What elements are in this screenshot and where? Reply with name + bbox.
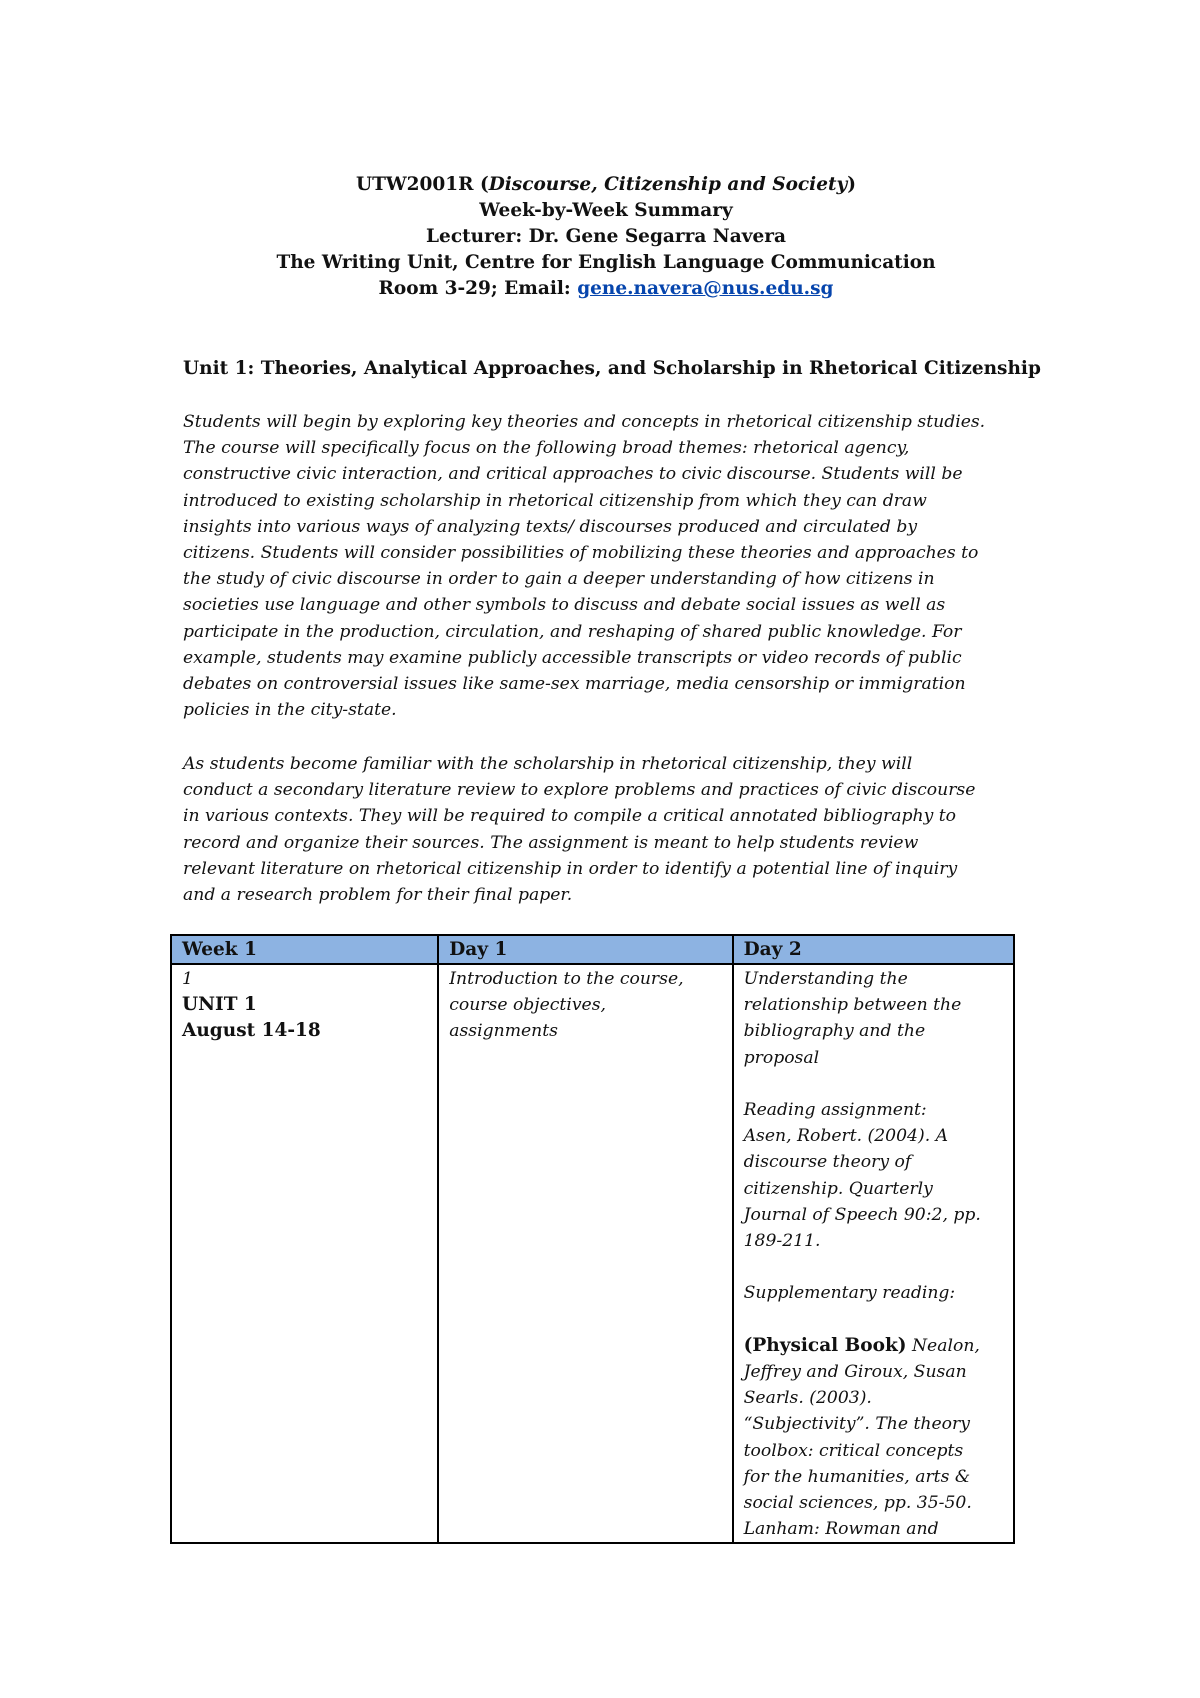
schedule-table (170, 934, 1015, 1544)
day1-cell (438, 964, 732, 1543)
text-line: Introduction to the course, (449, 969, 684, 989)
text-line: social sciences, pp. 35-50. (743, 1493, 972, 1514)
supplementary-label: Supplementary reading: (743, 1283, 956, 1304)
supplementary-first-line (744, 1333, 1003, 1359)
document-subtitle: Week-by-Week Summary (479, 200, 733, 221)
text-line: course objectives, (449, 995, 606, 1016)
text-line: policies in the city-state. (183, 700, 397, 721)
text-line: societies use language and other symbols to discuss and debate social issues as well as (183, 595, 946, 616)
contact-line (183, 276, 1029, 302)
text-line: Reading assignment: (743, 1100, 927, 1120)
week-dates: August 14-18 (182, 1020, 321, 1042)
text-line: citizenship. Quarterly (743, 1178, 933, 1199)
day2-supplementary (744, 1359, 1003, 1542)
text-line: Lanham: Rowman and (743, 1519, 939, 1540)
table-row (171, 964, 1014, 1543)
week-number: 1 (182, 969, 193, 989)
text-line: discourse theory of (743, 1152, 912, 1173)
week-cell (171, 964, 438, 1543)
text-line: relevant literature on rhetorical citizenship in order to identify a potential line of inquiry (183, 858, 958, 879)
text-line: toolbox: critical concepts (743, 1440, 964, 1461)
text-line: example, students may examine publicly accessible transcripts or video records of public (183, 647, 962, 668)
day2-cell (733, 964, 1014, 1543)
text-line: Understanding the (743, 969, 908, 989)
text-line: citizens. Students will consider possibilities of mobilizing these theories and approaches to (183, 543, 979, 564)
text-line: assignments (449, 1021, 558, 1042)
text-line: Searls. (2003). (743, 1388, 872, 1409)
room-label: Room 3-29; Email: (378, 278, 571, 299)
lecturer-line: Lecturer: Dr. Gene Segarra Navera (426, 226, 786, 247)
day2-reading (744, 1097, 1003, 1254)
text-line: constructive civic interaction, and critical approaches to civic discourse. Students will be (183, 464, 963, 485)
header-day1: Day 1 (438, 935, 732, 964)
course-code: UTW2001R (355, 174, 474, 195)
course-title-line: UTW2001R (Discourse, Citizenship and Society) (355, 174, 857, 195)
text-line: Journal of Speech 90:2, pp. (743, 1204, 981, 1225)
text-line: As students become familiar with the scholarship in rhetorical citizenship, they will (183, 754, 913, 774)
unit-name-line: The Writing Unit, Centre for English Language Communication (276, 252, 936, 273)
unit1-title: Unit 1: Theories, Analytical Approaches, and Scholarship in Rhetorical Citizenship (183, 358, 1041, 379)
unit1-paragraph-2 (183, 751, 1029, 908)
text-line: 189-211. (743, 1231, 821, 1252)
header-day2: Day 2 (733, 935, 1014, 964)
text-line: conduct a secondary literature review to explore problems and practices of civic discourse (183, 780, 976, 801)
unit1-paragraph-1 (183, 409, 1029, 723)
text-line: The course will specifically focus on the following broad themes: rhetorical agency, (183, 438, 910, 459)
text-line: and a research problem for their final paper. (183, 885, 573, 906)
supplementary-author: Nealon, (906, 1335, 980, 1356)
text-line: Asen, Robert. (2004). A (743, 1126, 949, 1147)
text-line: for the humanities, arts & (743, 1466, 971, 1487)
text-line: “Subjectivity”. The theory (743, 1414, 970, 1435)
text-line: Students will begin by exploring key theories and concepts in rhetorical citizenship studies. (183, 412, 986, 432)
text-line: insights into various ways of analyzing texts/ discourses produced and circulated by (183, 516, 918, 537)
table-header-row (171, 935, 1014, 964)
text-line: proposal (743, 1047, 820, 1068)
text-line: introduced to existing scholarship in rhetorical citizenship from which they can draw (183, 490, 927, 511)
email-link[interactable]: gene.navera@nus.edu.sg (577, 278, 834, 299)
header-week: Week 1 (171, 935, 438, 964)
course-title: Discourse, Citizenship and Society (488, 174, 848, 195)
text-line: debates on controversial issues like same-sex marriage, media censorship or immigration (183, 674, 966, 695)
text-line: the study of civic discourse in order to gain a deeper understanding of how citizens in (183, 569, 935, 590)
document-header (183, 172, 1029, 302)
physical-book-label: (Physical Book) (743, 1334, 907, 1356)
text-line: Jeffrey and Giroux, Susan (743, 1362, 967, 1382)
text-line: in various contexts. They will be required to compile a critical annotated bibliography to (183, 806, 957, 827)
week-unit: UNIT 1 (182, 994, 257, 1016)
text-line: record and organize their sources. The assignment is meant to help students review (183, 832, 919, 853)
text-line: bibliography and the (743, 1021, 926, 1042)
text-line: relationship between the (743, 995, 962, 1016)
day2-intro (744, 966, 1003, 1071)
text-line: participate in the production, circulation, and reshaping of shared public knowledge. For (183, 621, 962, 642)
